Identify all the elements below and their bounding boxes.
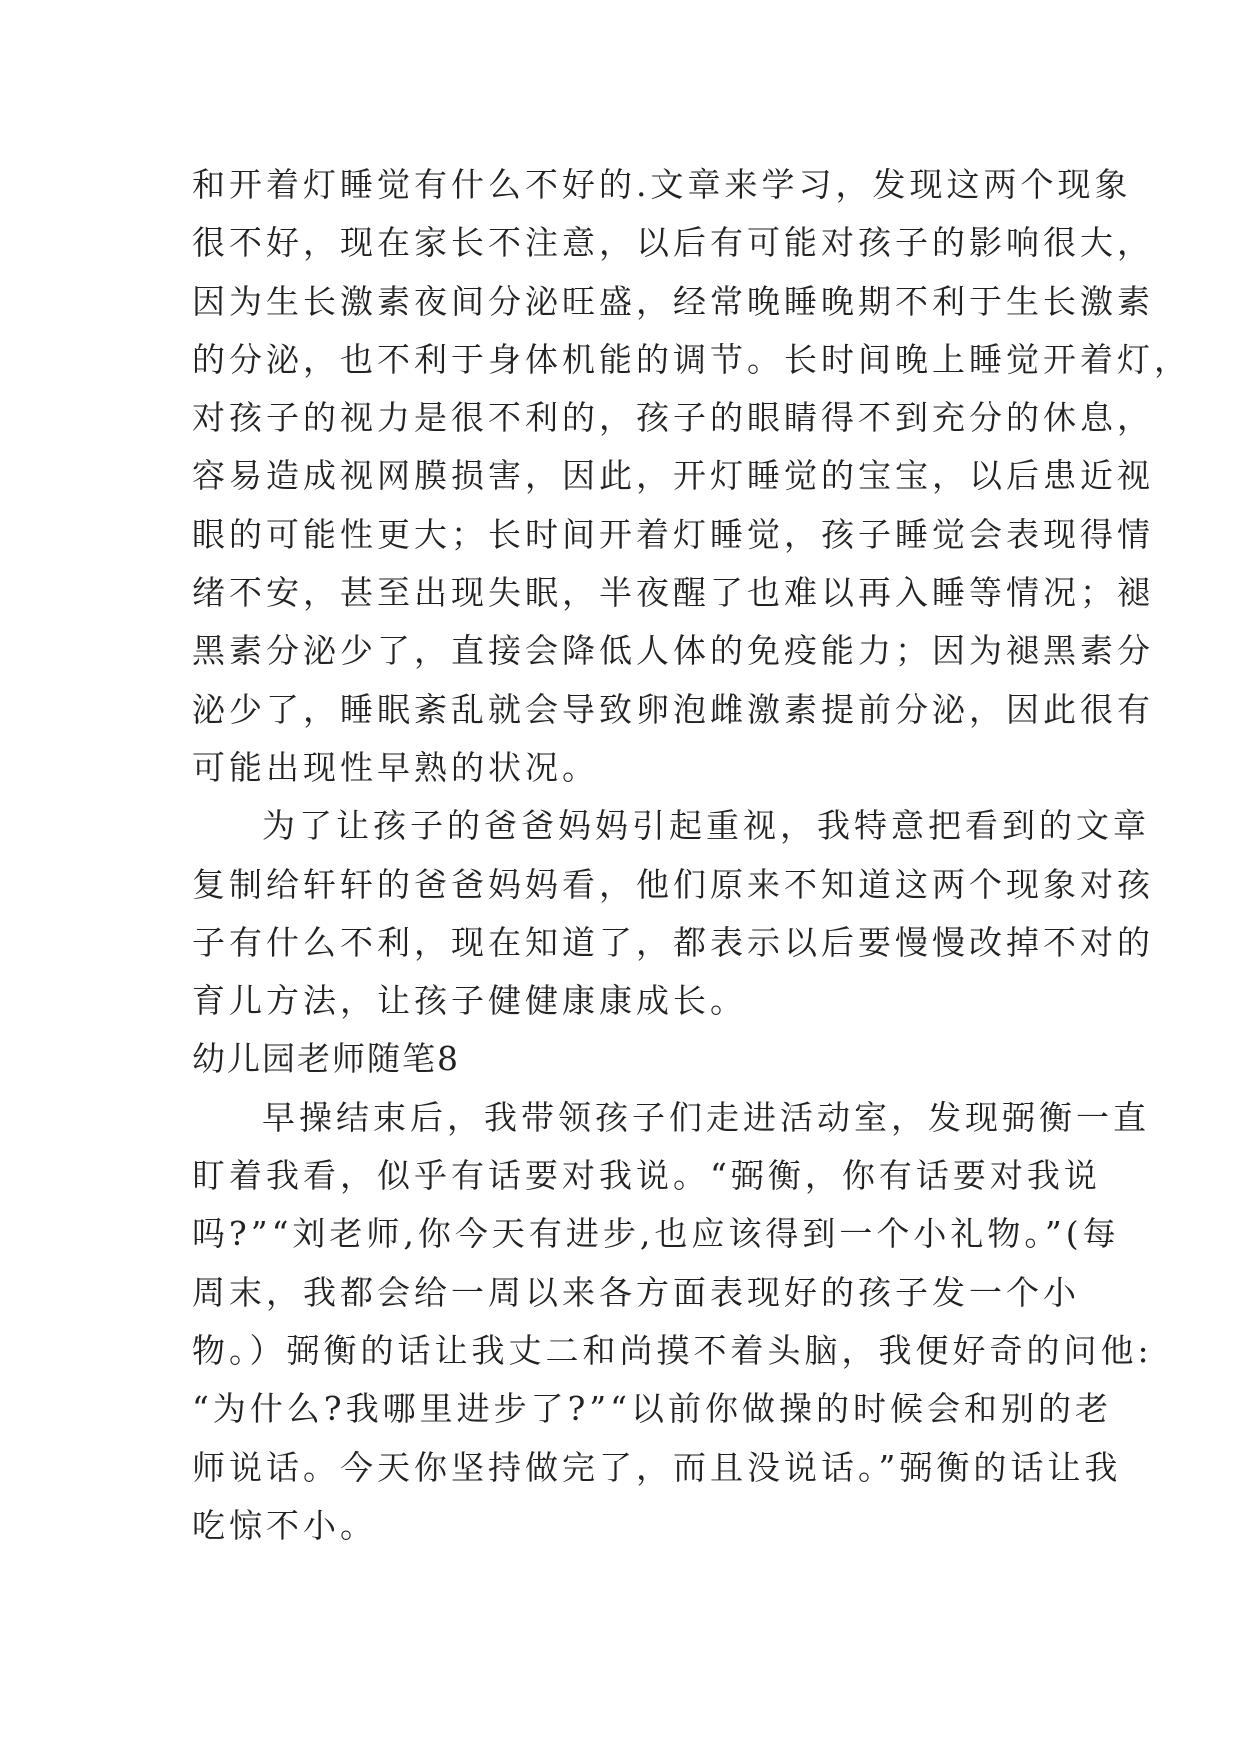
text-line: 吃惊不小。 [192, 1505, 377, 1545]
document-body [192, 156, 1191, 1555]
text-line: 泌少了，睡眠紊乱就会导致卵泡雌激素提前分泌，因此很有 [192, 689, 1154, 729]
text-line: 育儿方法，让孩子健健康康成长。 [192, 981, 747, 1021]
text-line: 很不好，现在家长不注意，以后有可能对孩子的影响很大， [192, 223, 1154, 263]
text-line: 盯着我看，似乎有话要对我说。“弼衡，你有话要对我说 [192, 1156, 1101, 1196]
text-line: 容易造成视网膜损害，因此，开灯睡觉的宝宝，以后患近视 [192, 456, 1154, 496]
text-line: 因为生长激素夜间分泌旺盛，经常晚睡晚期不利于生长激素 [192, 281, 1154, 321]
text-line: 的分泌，也不利于身体机能的调节。长时间晚上睡觉开着灯， [192, 339, 1191, 379]
text-line: 子有什么不利，现在知道了，都表示以后要慢慢改掉不对的 [192, 922, 1154, 962]
text-line: “为什么?我哪里进步了?”“以前你做操的时候会和别的老 [192, 1389, 1112, 1429]
text-line: 周末，我都会给一周以来各方面表现好的孩子发一个小 [192, 1272, 1080, 1312]
paragraph-first-line: 早操结束后，我带领孩子们走进活动室，发现弼衡一直 [262, 1097, 1150, 1137]
text-line: 绪不安，甚至出现失眠，半夜醒了也难以再入睡等情况；褪 [192, 573, 1154, 613]
text-line: 可能出现性早熟的状况。 [192, 747, 599, 787]
section-heading: 幼儿园老师随笔8 [192, 1039, 460, 1079]
text-line: 复制给轩轩的爸爸妈妈看，他们原来不知道这两个现象对孩 [192, 864, 1154, 904]
text-line: 对孩子的视力是很不利的，孩子的眼睛得不到充分的休息， [192, 398, 1154, 438]
text-line: 黑素分泌少了，直接会降低人体的免疫能力；因为褪黑素分 [192, 631, 1154, 671]
text-line: 眼的可能性更大；长时间开着灯睡觉，孩子睡觉会表现得情 [192, 514, 1154, 554]
text-line: 和开着灯睡觉有什么不好的.文章来学习，发现这两个现象 [192, 165, 1132, 204]
text-line: 师说话。今天你坚持做完了，而且没说话。”弼衡的话让我 [192, 1447, 1122, 1487]
text-line: 物。）弼衡的话让我丈二和尚摸不着头脑，我便好奇的问他: [192, 1330, 1153, 1370]
paragraph-first-line: 为了让孩子的爸爸妈妈引起重视，我特意把看到的文章 [262, 806, 1150, 846]
text-line: 吗?”“刘老师,你今天有进步,也应该得到一个小礼物。”(每 [192, 1214, 1120, 1254]
